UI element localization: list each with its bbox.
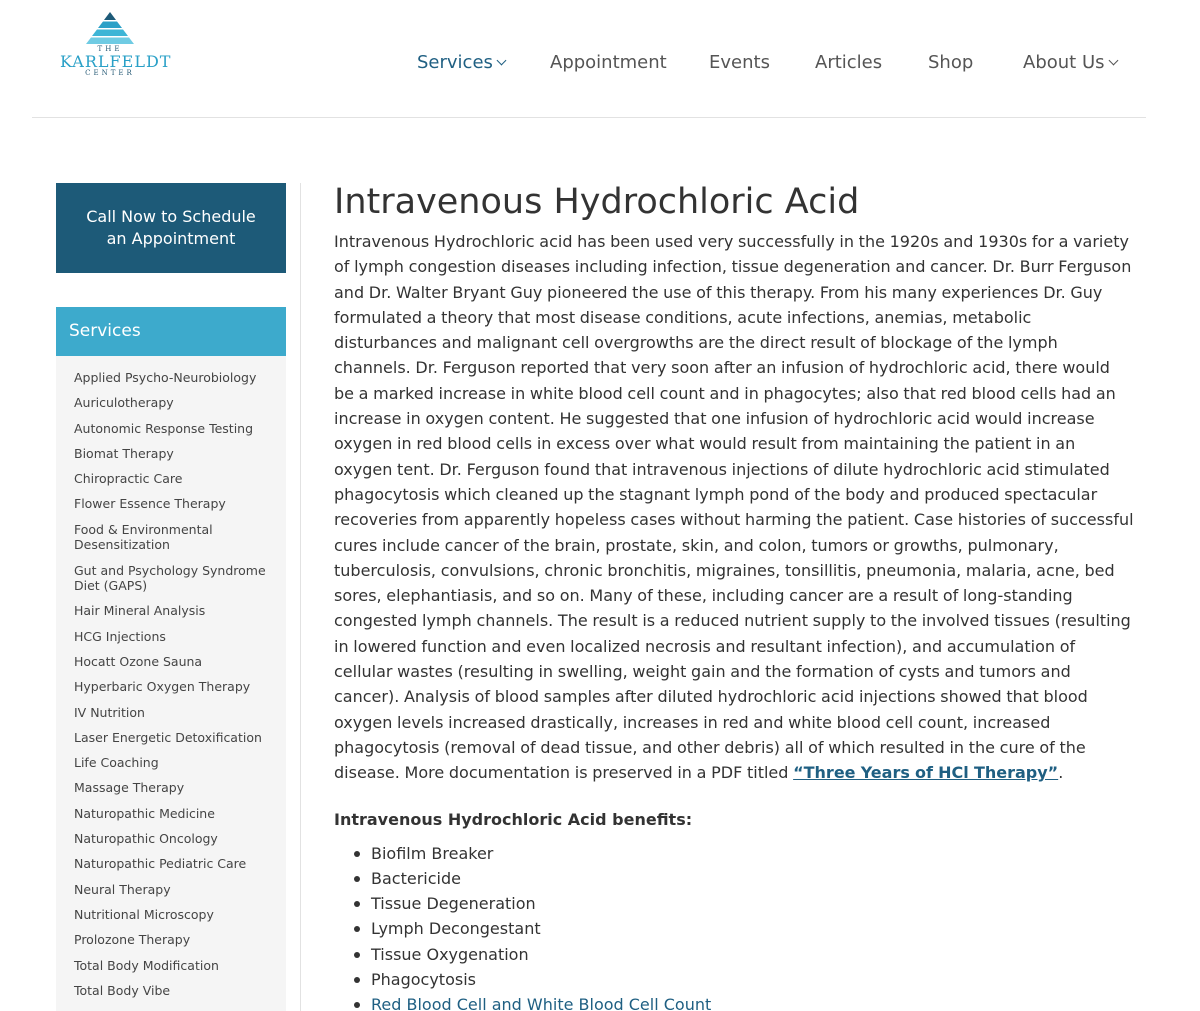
pyramid-logo-icon [86,12,134,44]
benefit-item: Biofilm Breaker [354,841,1134,866]
sidebar-service-link[interactable]: Hyperbaric Oxygen Therapy [74,679,251,695]
sidebar-service-link[interactable]: Massage Therapy [74,780,185,796]
benefit-item: Bactericide [354,866,1134,891]
logo-text-the: THE [97,45,123,53]
sidebar-service-link[interactable]: Naturopathic Medicine [74,805,215,821]
sidebar-service-link[interactable]: Autonomic Response Testing [74,420,254,436]
sidebar-service-link[interactable]: Prolozone Therapy [74,932,191,948]
services-heading: Services [56,307,286,356]
sidebar-service-link[interactable]: Applied Psycho-Neurobiology [74,370,257,385]
sidebar-service-link[interactable]: Gut and Psychology Syndrome Diet (GAPS) [74,562,266,594]
article-body-end: . [1058,763,1064,783]
benefit-item[interactable]: Red Blood Cell and White Blood Cell Count [354,992,1134,1011]
benefits-list [334,841,1134,1011]
nav-item-label: Services [417,52,493,73]
article-body-text: Intravenous Hydrochloric acid has been used very successfully in the 1920s and 1930s for a variety of lymph congestion diseases including infection, tissue degeneration and cancer. Dr. Burr Ferguson and Dr. Walter Bryant Guy pioneered the use of this therapy. From his many experiences Dr. Guy formulated a theory that most disease conditions, acute infections, anemias, metabolic disturbances and malignant cell overgrowths are the direct result of blockage of the lymph channels. Dr. Ferguson reported that very soon after an infusion of hydrochloric acid, there would be a marked increase in white blood cell count and in phagocytes; also that red blood cells had an increase in oxygen content. He suggested that one infusion of hydrochloric acid would increase oxygen in red blood cells in excess over what would result from maintaining the patient in an oxygen tent. Dr. Ferguson found that intravenous injections of dilute hydrochloric acid stimulated phagocytosis which cleaned up the stagnant lymph pond of the body and produced spectacular recoveries from apparently hopeless cases without harming the patient. Case histories of successful cures include cancer of the brain, prostate, skin, and colon, tumors or growths, pulmonary, tuberculosis, convulsions, chronic bronchitis, migraines, tonsillitis, pneumonia, malaria, acne, bed sores, elephantiasis, and so on. Many of these, including cancer are a result of long-standing congested lymph channels. The result is a reduced nutrient supply to the involved tissues (resulting in lowered function and even localized necrosis and resultant infection), and accumulation of cellular wastes (resulting in swelling, weight gain and the formation of cysts and tumors and cancer). Analysis of blood samples after diluted hydrochloric acid injections showed that blood oxygen levels increased drastically, increases in red and white blood cell count, increased phagocytosis (removal of dead tissue, and other debris) all of which resulted in the cure of the disease. More documentation is preserved in a PDF titled [334,232,1134,783]
nav-item-articles[interactable] [815,52,882,73]
nav-item-label: Shop [928,52,974,73]
sidebar-service-link[interactable]: Naturopathic Oncology [74,831,218,847]
pdf-link[interactable]: “Three Years of HCl Therapy” [793,763,1059,783]
nav-item-services[interactable] [417,52,505,73]
call-now-label: Call Now to Schedule an Appointment [86,207,256,248]
benefit-item: Tissue Oxygenation [354,942,1134,967]
nav-item-label: About Us [1023,52,1105,73]
chevron-down-icon [496,56,506,66]
sidebar-service-link[interactable]: Hair Mineral Analysis [74,603,206,619]
sidebar-service-link[interactable]: Laser Energetic Detoxification [74,729,262,745]
nav-item-label: Articles [815,52,883,73]
nav-item-events[interactable] [709,52,770,73]
page-title: Intravenous Hydrochloric Acid [334,182,860,222]
site-logo[interactable] [60,12,172,78]
sidebar-service-link[interactable]: Auriculotherapy [74,395,174,411]
call-now-button[interactable] [56,183,286,273]
chevron-down-icon [1108,56,1118,66]
nav-item-label: Events [709,52,770,73]
nav-item-about-us[interactable] [1023,52,1117,73]
benefits-heading: Intravenous Hydrochloric Acid benefits: [334,809,693,829]
sidebar-service-link[interactable]: IV Nutrition [74,704,145,720]
sidebar-service-link[interactable]: Flower Essence Therapy [74,496,226,512]
sidebar-service-link[interactable]: Neural Therapy [74,881,171,897]
benefit-item: Lymph Decongestant [354,916,1134,941]
sidebar-service-link[interactable]: Food & Environmental Desensitization [74,521,213,553]
benefit-item: Phagocytosis [354,967,1134,992]
nav-item-shop[interactable] [928,52,973,73]
site-header [0,0,1200,118]
nav-item-label: Appointment [550,52,667,73]
services-panel [56,356,286,1011]
sidebar-service-link[interactable]: Life Coaching [74,755,159,771]
header-divider [32,117,1146,118]
sidebar-service-link[interactable]: Nutritional Microscopy [74,906,214,922]
logo-text-name: KARLFELDT [60,52,172,71]
sidebar-service-link[interactable]: Total Body Modification [74,957,219,973]
sidebar-service-link[interactable]: Biomat Therapy [74,445,174,461]
sidebar-service-link[interactable]: Total Body Vibe [74,982,171,998]
sidebar-divider [300,183,301,1011]
nav-item-appointment[interactable] [550,52,667,73]
benefit-item: Tissue Degeneration [354,891,1134,916]
article-body [334,229,1134,786]
logo-text-center: CENTER [85,69,135,77]
main-content [334,180,1134,1011]
services-list [56,356,286,998]
sidebar-service-link[interactable]: Naturopathic Pediatric Care [74,856,247,872]
sidebar-service-link[interactable]: Hocatt Ozone Sauna [74,653,203,669]
sidebar-service-link[interactable]: HCG Injections [74,628,166,644]
sidebar-service-link[interactable]: Chiropractic Care [74,471,183,487]
